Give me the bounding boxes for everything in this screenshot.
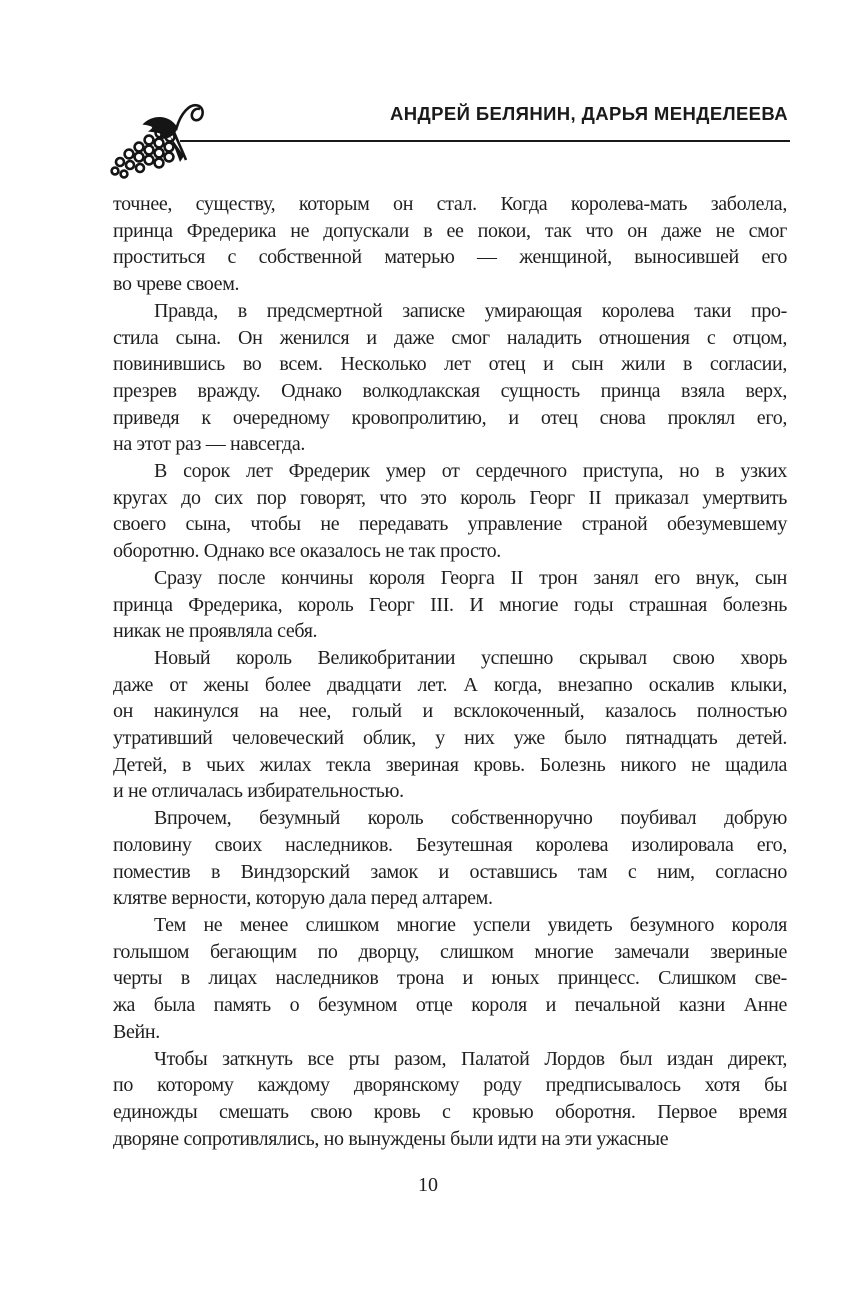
text-line: Чтобы заткнуть все рты разом, Палатой Лордов был издан директ, xyxy=(154,1047,787,1070)
paragraph xyxy=(113,1046,787,1153)
text-line: Новый король Великобритании успешно скрывал свою хворь xyxy=(154,646,787,669)
body-text xyxy=(113,191,787,1152)
text-line: принца Фредерика, король Георг III. И многие годы страшная болезнь xyxy=(113,593,787,616)
text-line: половину своих наследников. Безутешная королева изолировала его, xyxy=(113,833,787,856)
running-head-authors: АНДРЕЙ БЕЛЯНИН, ДАРЬЯ МЕНДЕЛЕЕВА xyxy=(390,103,789,124)
text-line: точнее, существу, которым он стал. Когда королева-мать заболела, xyxy=(113,193,787,215)
text-line: жа была память о безумном отце короля и печальной казни Анне xyxy=(113,994,787,1017)
text-line: он накинулся на нее, голый и всклокоченный, казалось полностью xyxy=(113,700,787,723)
text-line: оборотню. Однако все оказалось не так просто. xyxy=(113,540,501,563)
page-number: 10 xyxy=(418,1174,438,1196)
text-line: кругах до сих пор говорят, что это король Георг II приказал умертвить xyxy=(113,486,787,509)
text-line: Сразу после кончины короля Георга II трон занял его внук, сын xyxy=(154,566,787,589)
paragraph xyxy=(113,191,787,298)
paragraph xyxy=(113,805,787,912)
text-line: Вейн. xyxy=(113,1020,160,1043)
text-line: принца Фредерика не допускали в ее покои, так что он даже не смог xyxy=(113,219,787,242)
header-rule xyxy=(180,140,790,142)
text-line: клятве верности, которую дала перед алтарем. xyxy=(113,887,493,910)
text-line: повинившись во всем. Несколько лет отец и сын жили в согласии, xyxy=(113,353,787,376)
text-line: на этот раз — навсегда. xyxy=(113,433,306,456)
text-line: во чреве своем. xyxy=(113,273,240,296)
text-line: и не отличалась избирательностью. xyxy=(113,780,404,803)
text-line: Детей, в чьих жилах текла звериная кровь. Болезнь никого не щадила xyxy=(113,753,787,776)
text-line: дворяне сопротивлялись, но вынуждены были идти на эти ужасные xyxy=(113,1127,669,1150)
paragraph xyxy=(113,298,787,458)
text-line: голышом бегающим по дворцу, слишком многие замечали звериные xyxy=(113,940,787,963)
text-line: единожды смешать свою кровь с кровью оборотня. Первое время xyxy=(113,1100,787,1123)
text-line: по которому каждому дворянскому роду предписывалось хотя бы xyxy=(113,1074,787,1097)
text-line: стила сына. Он женился и даже смог наладить отношения с отцом, xyxy=(113,326,787,349)
text-line: утративший человеческий облик, у них уже было пятнадцать детей. xyxy=(113,727,787,750)
text-line: Впрочем, безумный король собственноручно поубивал добрую xyxy=(154,807,787,830)
paragraph xyxy=(113,645,787,805)
text-line: черты в лицах наследников трона и юных принцесс. Слишком све- xyxy=(113,967,787,990)
paragraph xyxy=(113,458,787,565)
text-line: приведя к очередному кровопролитию, и отец снова проклял его, xyxy=(113,406,787,429)
grape-ornament-icon xyxy=(110,94,214,182)
paragraph xyxy=(113,565,787,645)
text-line: презрев вражду. Однако волкодлакская сущность принца взяла верх, xyxy=(113,379,787,402)
text-line: даже от жены более двадцати лет. А когда, внезапно оскалив клыки, xyxy=(113,673,787,696)
text-line: никак не проявляла себя. xyxy=(113,620,318,643)
text-line: поместив в Виндзорский замок и оставшись там с ним, согласно xyxy=(113,860,787,883)
text-line: В сорок лет Фредерик умер от сердечного приступа, но в узких xyxy=(154,460,787,483)
text-line: своего сына, чтобы не передавать управление страной обезумевшему xyxy=(113,513,787,536)
paragraph xyxy=(113,912,787,1046)
text-line: проститься с собственной матерью — женщиной, выносившей его xyxy=(113,246,787,269)
text-line: Правда, в предсмертной записке умирающая королева таки про- xyxy=(154,299,787,322)
text-line: Тем не менее слишком многие успели увидеть безумного короля xyxy=(154,913,787,936)
